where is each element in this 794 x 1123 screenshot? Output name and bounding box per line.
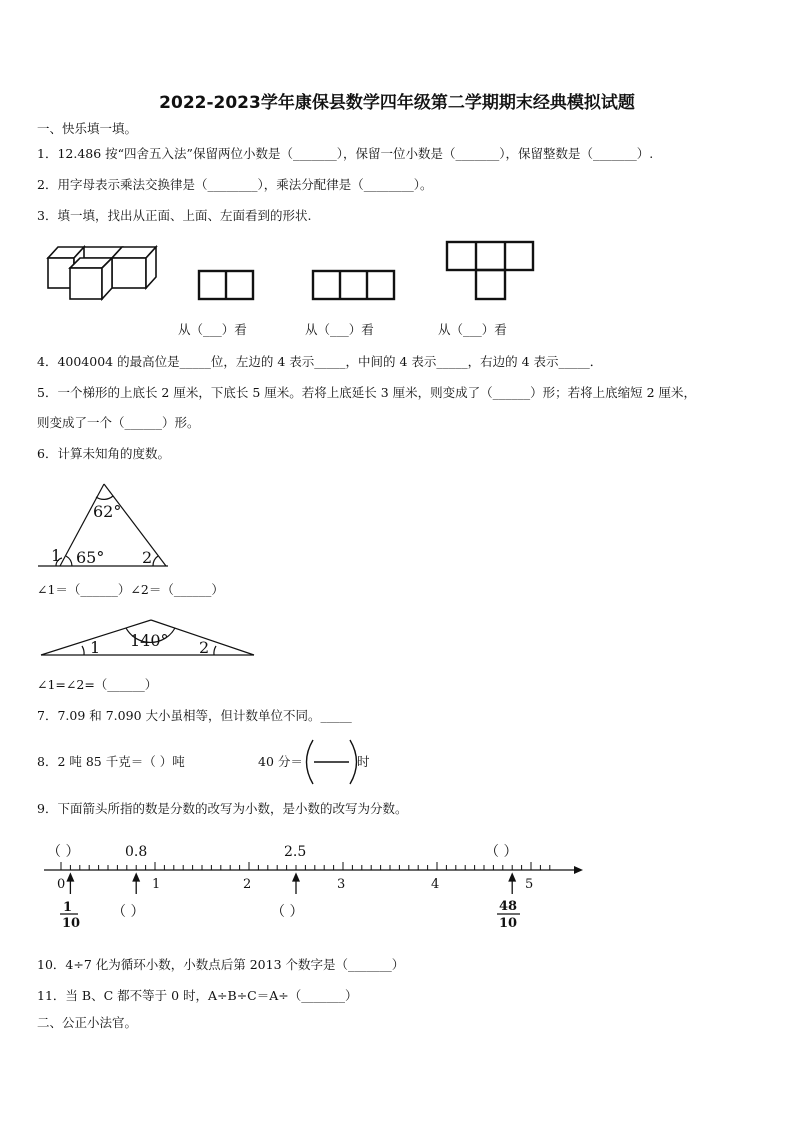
question-3: 3．填一填，找出从正面、上面、左面看到的形状. xyxy=(37,208,312,223)
nl-tick-3: 3 xyxy=(337,877,346,892)
frac1-numerator: 1 xyxy=(63,900,73,915)
question-7: 7．7.09 和 7.090 大小虽相等，但计数单位不同。_____ xyxy=(37,708,352,723)
q3-label-1: 从（___）看 xyxy=(178,322,247,337)
tri1-angle-2-label: 2 xyxy=(142,548,153,567)
question-5-line-2: 则变成了一个（______）形。 xyxy=(37,415,200,430)
frac2-denominator: 10 xyxy=(499,916,518,931)
tri2-angle-2-label: 2 xyxy=(199,638,210,657)
question-10: 10．4÷7 化为循环小数，小数点后第 2013 个数字是（_______） xyxy=(37,957,405,972)
number-line-arrowhead xyxy=(574,866,583,874)
section-1-heading: 一、快乐填一填。 xyxy=(37,121,138,136)
nl-tick-4: 4 xyxy=(431,877,440,892)
nl-tick-2: 2 xyxy=(243,877,252,892)
nl-bottom-blank-2: （ ） xyxy=(271,904,304,920)
nl-tick-1: 1 xyxy=(152,877,161,892)
question-4: 4．4004004 的最高位是_____位，左边的 4 表示_____，中间的 4 表示_____，右边的 4 表示_____． xyxy=(37,354,603,369)
question-11: 11．当 B、C 都不等于 0 时，A÷B÷C＝A÷（_______） xyxy=(37,988,358,1003)
tri2-angle-top: 140° xyxy=(130,631,169,650)
frac2-numerator: 48 xyxy=(499,899,518,914)
frac1-denominator: 10 xyxy=(62,916,81,931)
question-9: 9．下面箭头所指的数是分数的改写为小数，是小数的改写为分数。 xyxy=(37,801,408,816)
nl-tick-5: 5 xyxy=(525,877,534,892)
nl-bottom-blank-1: （ ） xyxy=(112,904,145,920)
nl-pointer-arrowhead xyxy=(509,874,515,881)
nl-top-label-0.8: 0.8 xyxy=(125,844,148,860)
q6-answer-1: ∠1＝（______）∠2＝（______） xyxy=(37,582,224,597)
tri1-angle-top: 62° xyxy=(93,502,122,521)
q6-answer-2: ∠1=∠2=（______） xyxy=(37,677,158,692)
q3-label-2: 从（___）看 xyxy=(305,322,374,337)
nl-pointer-arrowhead xyxy=(133,874,139,881)
question-1: 1．12.486 按“四舍五入法”保留两位小数是（_______），保留一位小数是（_______），保留整数是（_______）. xyxy=(37,146,654,161)
nl-top-label-2.5: 2.5 xyxy=(284,844,307,860)
question-2: 2．用字母表示乘法交换律是（________），乘法分配律是（________）。 xyxy=(37,177,433,192)
nl-top-label-blank-2: （ ） xyxy=(485,844,518,860)
q3-label-3: 从（___）看 xyxy=(438,322,507,337)
nl-tick-0: 0 xyxy=(57,877,66,892)
nl-pointer-arrowhead xyxy=(293,874,299,881)
nl-top-label-blank-1: （ ） xyxy=(47,844,80,860)
tri2-angle-1-label: 1 xyxy=(90,638,101,657)
question-8-part-1: 8．2 吨 85 千克＝（ ）吨 xyxy=(37,754,185,769)
question-8-part-2: 40 分＝ xyxy=(258,754,303,769)
tri1-angle-left: 65° xyxy=(76,548,105,567)
question-5-line-1: 5．一个梯形的上底长 2 厘米，下底长 5 厘米。若将上底延长 3 厘米，则变成了（______）形；若将上底缩短 2 厘米， xyxy=(37,385,697,400)
section-2-heading: 二、公正小法官。 xyxy=(37,1015,138,1030)
question-8-part-3: 时 xyxy=(357,754,370,769)
tri1-angle-1-label: 1 xyxy=(51,546,62,565)
nl-pointer-arrowhead xyxy=(67,874,73,881)
page-title: 2022-2023学年康保县数学四年级第二学期期末经典模拟试题 xyxy=(159,93,635,113)
question-6: 6．计算未知角的度数。 xyxy=(37,446,170,461)
